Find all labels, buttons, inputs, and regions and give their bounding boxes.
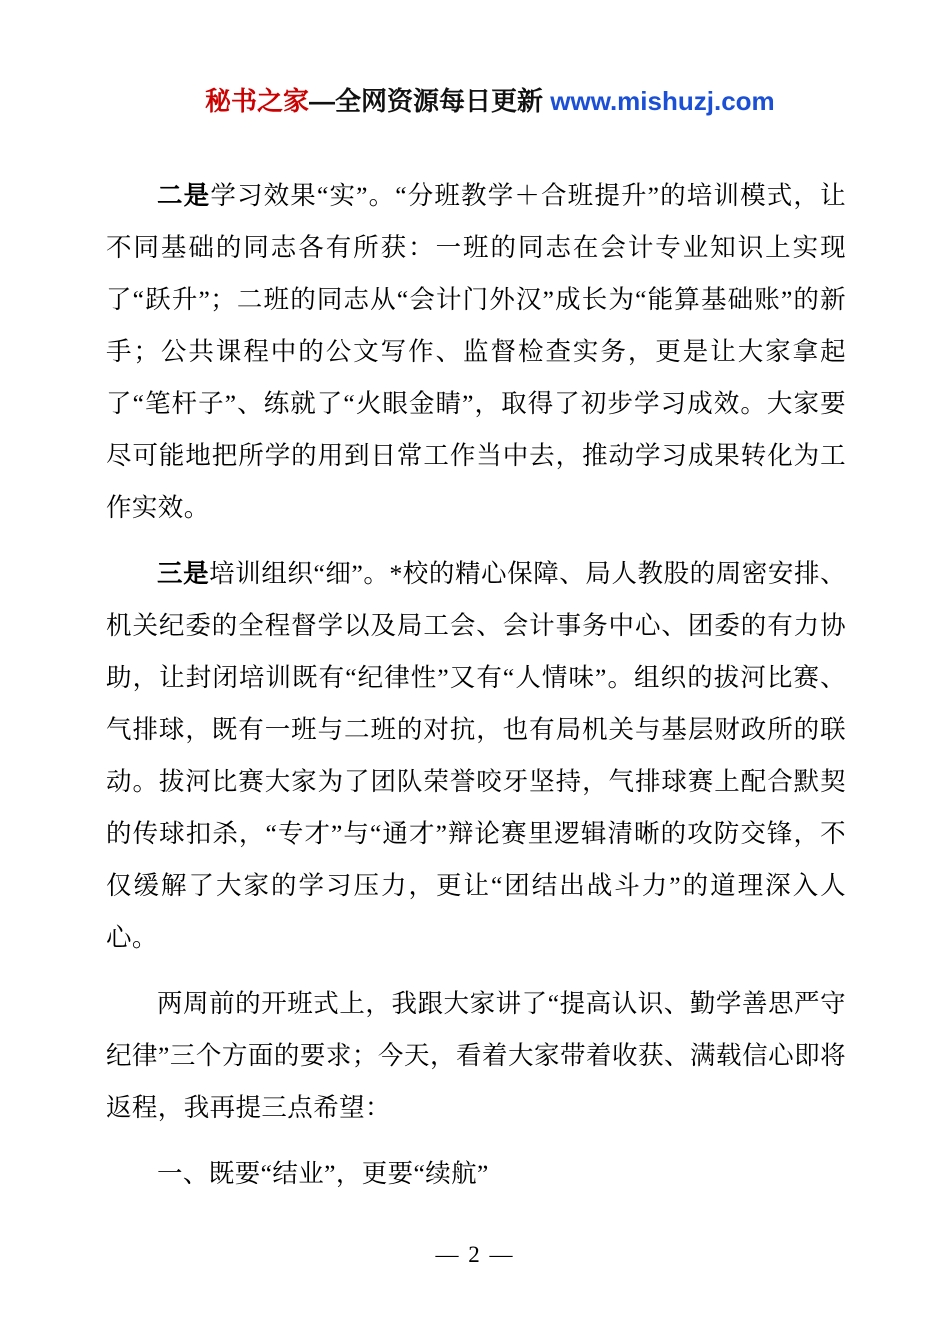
paragraph-1-text: 学习效果“实”。“分班教学＋合班提升”的培训模式，让不同基础的同志各有所获：一班的同志在会计专业知识上实现了“跃升”；二班的同志从“会计门外汉”成长为“能算基础账”的新手；公共课程中的公文写作、监督检查实务，更是让大家拿起了“笔杆子”、练就了“火眼金睛”，取得了初步学习成效。大家要尽可能地把所学的用到日常工作当中去，推动学习成果转化为工作实效。 [106,181,846,522]
paragraph-2 [106,548,846,964]
paragraph-1-lead: 二是 [157,181,211,210]
paragraph-3 [106,978,846,1134]
paragraph-1 [106,170,846,534]
document-body [106,170,846,1214]
watermark-tagline: —全网资源每日更新 [309,86,551,116]
paragraph-2-lead: 三是 [157,559,210,588]
watermark-brand: 秘书之家 [205,86,310,116]
watermark-url: www.mishuzj.com [550,86,775,116]
page-number: — 2 — [435,1242,515,1267]
paragraph-4 [106,1148,846,1200]
paragraph-4-text: 一、既要“结业”，更要“续航” [157,1159,489,1188]
paragraph-3-text: 两周前的开班式上，我跟大家讲了“提高认识、勤学善思严守纪律”三个方面的要求；今天，看着大家带着收获、满载信心即将返程，我再提三点希望： [106,989,846,1122]
paragraph-2-text: 培训组织“细”。*校的精心保障、局人教股的周密安排、机关纪委的全程督学以及局工会、会计事务中心、团委的有力协助，让封闭培训既有“纪律性”又有“人情味”。组织的拔河比赛、气排球，既有一班与二班的对抗，也有局机关与基层财政所的联动。拔河比赛大家为了团队荣誉咬牙坚持，气排球赛上配合默契的传球扣杀，“专才”与“通才”辩论赛里逻辑清晰的攻防交锋，不仅缓解了大家的学习压力，更让“团结出战斗力”的道理深入人心。 [106,559,846,952]
site-watermark [205,86,775,117]
